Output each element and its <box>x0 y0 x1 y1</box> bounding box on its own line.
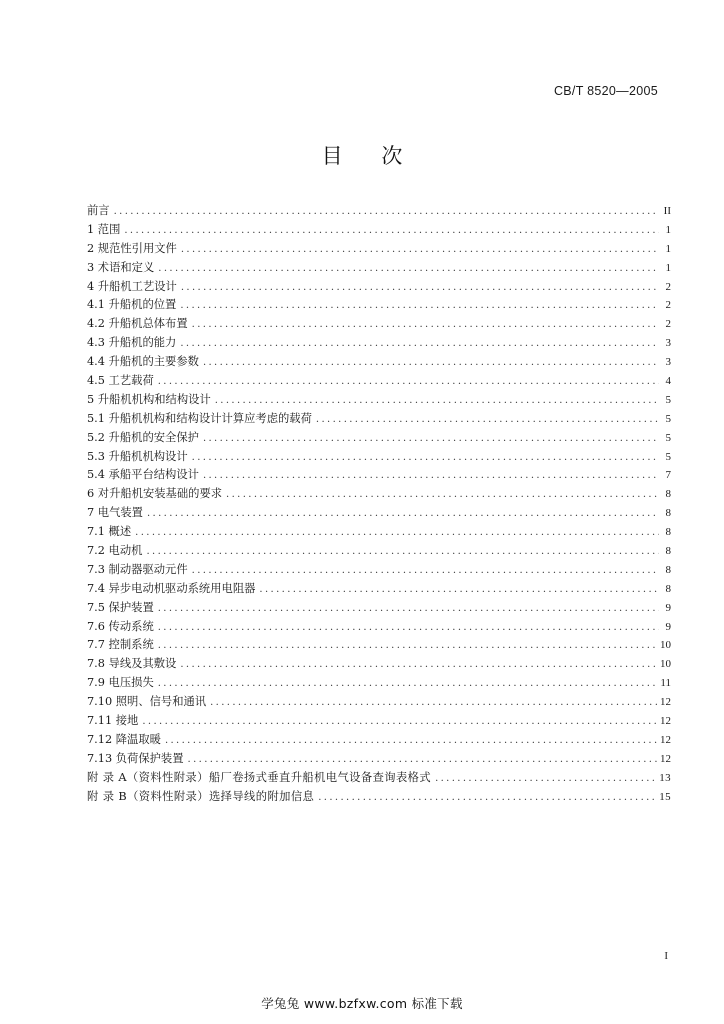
toc-entry-label: 7.9 电压损失 <box>87 676 154 690</box>
toc-entry-page: 15 <box>659 790 671 803</box>
toc-entry-label: 5.1 升船机机构和结构设计计算应考虑的载荷 <box>87 411 312 425</box>
toc-entry-page: 1 <box>665 223 671 236</box>
toc-entry-page: 8 <box>665 545 671 558</box>
toc-entry[interactable] <box>87 278 671 297</box>
toc-dot-leader <box>135 524 659 543</box>
toc-dot-leader <box>435 770 657 789</box>
toc-entry[interactable] <box>87 599 671 618</box>
toc-entry[interactable] <box>87 202 671 221</box>
toc-entry-label: 7.3 制动器驱动元件 <box>87 562 188 576</box>
toc-entry-label: 4 升船机工艺设计 <box>87 279 177 293</box>
toc-dot-leader <box>158 675 659 694</box>
toc-entry-page: 8 <box>665 488 671 501</box>
toc-entry-label: 4.3 升船机的能力 <box>87 336 177 350</box>
toc-dot-leader <box>180 335 659 354</box>
toc-entry-page: 4 <box>665 375 671 388</box>
toc-entry[interactable] <box>87 618 671 637</box>
toc-entry-label: 附 录 A（资料性附录）船厂卷扬式垂直升船机电气设备查询表格式 <box>87 770 432 784</box>
toc-entry-page: 5 <box>665 412 671 425</box>
toc-entry-page: 7 <box>665 469 671 482</box>
toc-dot-leader <box>142 713 658 732</box>
toc-entry[interactable] <box>87 259 671 278</box>
toc-entry-label: 7.4 异步电动机驱动系统用电阻器 <box>87 581 256 595</box>
toc-dot-leader <box>203 354 659 373</box>
toc-entry-label: 7 电气装置 <box>87 506 143 520</box>
toc-entry-page: 1 <box>665 261 671 274</box>
toc-entry-page: 3 <box>665 356 671 369</box>
toc-dot-leader <box>192 562 659 581</box>
toc-entry[interactable] <box>87 580 671 599</box>
toc-entry-page: 3 <box>665 337 671 350</box>
toc-entry[interactable] <box>87 542 671 561</box>
toc-entry-label: 1 范围 <box>87 222 121 236</box>
toc-entry-page: 10 <box>660 658 671 671</box>
toc-entry[interactable] <box>87 636 671 655</box>
toc-entry[interactable] <box>87 315 671 334</box>
toc-dot-leader <box>180 297 659 316</box>
toc-entry-label: 4.1 升船机的位置 <box>87 298 177 312</box>
toc-entry-label: 7.10 照明、信号和通讯 <box>87 695 207 709</box>
toc-dot-leader <box>203 467 659 486</box>
toc-entry-label: 5.2 升船机的安全保护 <box>87 430 199 444</box>
toc-entry[interactable] <box>87 296 671 315</box>
toc-entry-page: 10 <box>660 639 671 652</box>
toc-dot-leader <box>203 430 659 449</box>
toc-entry[interactable] <box>87 334 671 353</box>
toc-dot-leader <box>318 789 657 808</box>
toc-dot-leader <box>165 732 658 751</box>
toc-dot-leader <box>188 751 658 770</box>
toc-dot-leader <box>215 392 659 411</box>
toc-entry-page: 2 <box>665 280 671 293</box>
toc-entry-label: 附 录 B（资料性附录）选择导线的附加信息 <box>87 789 315 803</box>
toc-entry[interactable] <box>87 523 671 542</box>
toc-entry[interactable] <box>87 655 671 674</box>
toc-entry-page: 2 <box>665 318 671 331</box>
toc-dot-leader <box>147 505 659 524</box>
toc-entry-label: 7.5 保护装置 <box>87 600 154 614</box>
toc-entry-page: 13 <box>659 771 671 784</box>
toc-entry[interactable] <box>87 429 671 448</box>
toc-entry[interactable] <box>87 353 671 372</box>
toc-dot-leader <box>259 581 659 600</box>
toc-entry-page: 8 <box>665 582 671 595</box>
toc-entry[interactable] <box>87 693 671 712</box>
toc-dot-leader <box>192 316 659 335</box>
toc-entry-page: 2 <box>665 299 671 312</box>
toc-entry-page: 12 <box>660 696 671 709</box>
toc-entry-label: 前言 <box>87 204 110 217</box>
toc-dot-leader <box>181 279 659 298</box>
toc-entry-page: 9 <box>665 620 671 633</box>
toc-dot-leader <box>124 222 659 241</box>
toc-dot-leader <box>114 203 659 222</box>
toc-entry-label: 7.1 概述 <box>87 525 132 539</box>
toc-entry[interactable] <box>87 788 671 807</box>
toc-dot-leader <box>158 373 659 392</box>
table-of-contents <box>87 202 671 807</box>
toc-entry-label: 6 对升船机安装基础的要求 <box>87 487 223 501</box>
toc-dot-leader <box>181 241 659 260</box>
toc-entry-page: 12 <box>660 733 671 746</box>
toc-dot-leader <box>158 619 659 638</box>
toc-title: 目 次 <box>321 144 419 168</box>
toc-entry-label: 4.4 升船机的主要参数 <box>87 355 199 369</box>
toc-entry[interactable] <box>87 410 671 429</box>
toc-entry-label: 7.13 负荷保护装置 <box>87 751 184 765</box>
toc-entry-page: 8 <box>665 526 671 539</box>
toc-entry-label: 3 术语和定义 <box>87 260 155 274</box>
toc-entry[interactable] <box>87 221 671 240</box>
toc-entry-page: 12 <box>660 752 671 765</box>
toc-entry[interactable] <box>87 391 671 410</box>
toc-entry[interactable] <box>87 240 671 259</box>
toc-entry[interactable] <box>87 504 671 523</box>
toc-entry[interactable] <box>87 731 671 750</box>
toc-dot-leader <box>158 260 659 279</box>
document-code: CB/T 8520—2005 <box>553 84 658 98</box>
toc-entry-page: 5 <box>665 393 671 406</box>
toc-entry[interactable] <box>87 750 671 769</box>
toc-dot-leader <box>226 486 659 505</box>
footer-watermark: 学兔兔 www.bzfxw.com 标准下载 <box>261 996 463 1011</box>
toc-entry-page: 12 <box>660 715 671 728</box>
toc-entry[interactable] <box>87 712 671 731</box>
toc-entry[interactable] <box>87 769 671 788</box>
page-number: I <box>664 950 668 962</box>
toc-entry-page: 8 <box>665 507 671 520</box>
toc-entry-label: 7.2 电动机 <box>87 544 143 558</box>
toc-entry-label: 4.2 升船机总体布置 <box>87 317 188 331</box>
toc-dot-leader <box>192 449 659 468</box>
toc-entry-page: 9 <box>665 601 671 614</box>
toc-entry[interactable] <box>87 485 671 504</box>
toc-dot-leader <box>180 656 658 675</box>
toc-entry[interactable] <box>87 372 671 391</box>
toc-entry[interactable] <box>87 448 671 467</box>
toc-dot-leader <box>316 411 659 430</box>
toc-entry-label: 7.11 接地 <box>87 714 139 728</box>
toc-entry-page: 11 <box>660 677 671 690</box>
toc-dot-leader <box>158 637 658 656</box>
toc-entry-page: 8 <box>665 563 671 576</box>
toc-entry-label: 2 规范性引用文件 <box>87 241 177 255</box>
toc-dot-leader <box>146 543 659 562</box>
toc-entry-label: 5.3 升船机机构设计 <box>87 449 188 463</box>
toc-entry-page: 1 <box>665 242 671 255</box>
toc-entry[interactable] <box>87 674 671 693</box>
toc-entry-label: 5.4 承船平台结构设计 <box>87 468 199 482</box>
toc-entry[interactable] <box>87 466 671 485</box>
toc-dot-leader <box>158 600 659 619</box>
toc-entry-page: II <box>663 205 671 217</box>
toc-dot-leader <box>210 694 658 713</box>
toc-entry-label: 7.6 传动系统 <box>87 619 154 633</box>
toc-entry-label: 5 升船机机构和结构设计 <box>87 392 211 406</box>
toc-entry-label: 7.12 降温取暖 <box>87 732 161 746</box>
toc-entry-page: 5 <box>665 450 671 463</box>
toc-entry[interactable] <box>87 561 671 580</box>
toc-entry-label: 4.5 工艺载荷 <box>87 374 154 388</box>
toc-entry-page: 5 <box>665 431 671 444</box>
toc-entry-label: 7.8 导线及其敷设 <box>87 657 177 671</box>
toc-entry-label: 7.7 控制系统 <box>87 638 154 652</box>
